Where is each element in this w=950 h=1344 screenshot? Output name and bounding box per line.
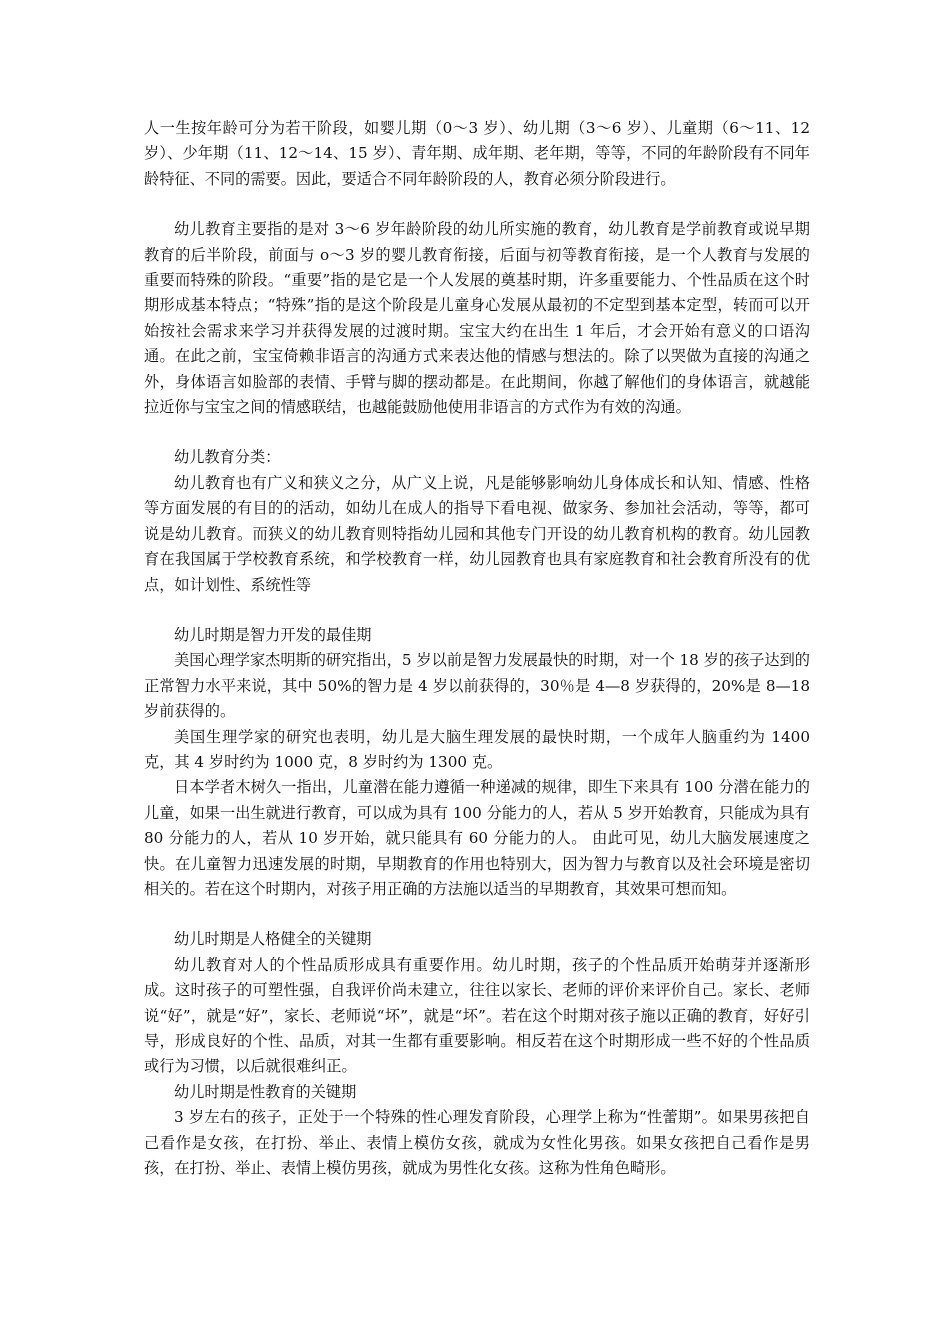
paragraph-gap (144, 192, 810, 217)
paragraph-gap (144, 420, 810, 445)
section-heading-intelligence: 幼儿时期是智力开发的最佳期 (174, 625, 372, 644)
section-heading-personality: 幼儿时期是人格健全的关键期 (174, 930, 372, 949)
paragraph-brain-weight: 美国生理学家的研究也表明，幼儿是大脑生理发展的最快时期，一个成年人脑重约为 1400 克，其 4 岁时约为 1000 克，8 岁时约为 1300 克。 (144, 727, 810, 771)
section-heading-sex-education: 幼儿时期是性教育的关键期 (174, 1082, 357, 1101)
paragraph-classification: 幼儿教育也有广义和狭义之分，从广义上说，凡是能够影响幼儿身体成长和认知、情感、性格等方面发展的有目的的活动，如幼儿在成人的指导下看电视、做家务、参加社会活动，等等，都可说是幼儿教育。而狭义的幼儿教育则特指幼儿园和其他专门开设的幼儿教育机构的教育。幼儿园教育在我国属于学校教育系统，和学校教育一样，幼儿园教育也具有家庭教育和社会教育所没有的优点，如计划性、系统性等 (144, 473, 810, 594)
paragraph-intelligence-research: 美国心理学家杰明斯的研究指出，5 岁以前是智力发展最快的时期，对一个 18 岁的孩子达到的正常智力水平来说，其中 50%的智力是 4 岁以前获得的，30％是 4—8 岁获得的，20%是 8—18 岁前获得的。 (144, 651, 810, 721)
paragraph-gap (144, 902, 810, 927)
paragraph-gap (144, 598, 810, 623)
paragraph-early-education-definition: 幼儿教育主要指的是对 3～6 岁年龄阶段的幼儿所实施的教育，幼儿教育是学前教育或说早期教育的后半阶段，前面与 o～3 岁的婴儿教育衔接，后面与初等教育衔接，是一个人教育与发展的重要而特殊的阶段。“重要”指的是它是一个人发展的奠基时期，许多重要能力、个性品质在这个时期形成基本特点；“特殊”指的是这个阶段是儿童身心发展从最初的不定型到基本定型，转而可以开始按社会需求来学习并获得发展的过渡时期。宝宝大约在出生 1 年后，才会开始有意义的口语沟通。在此之前，宝宝倚赖非语言的沟通方式来表达他的情感与想法的。除了以哭做为直接的沟通之外，身体语言如脸部的表情、手臂与脚的摆动都是。在此期间，你越了解他们的身体语言，就越能拉近你与宝宝之间的情感联结，也越能鼓励他使用非语言的方式作为有效的沟通。 (144, 220, 810, 417)
section-heading-classification: 幼儿教育分类： (174, 448, 281, 467)
paragraph-potential-decline: 日本学者木树久一指出，儿童潜在能力遵循一种递减的规律，即生下来具有 100 分潜在能力的儿童，如果一出生就进行教育，可以成为具有 100 分能力的人，若从 5 岁开始教育，只能成为具有 80 分能力的人，若从 10 岁开始，就只能具有 60 分能力的人。 由此可见，幼儿大脑发展速度之快。在儿童智力迅速发展的时期，早期教育的作用也特别大，因为智力与教育以及社会环境是密切相关的。若在这个时期内，对孩子用正确的方法施以适当的早期教育，其效果可想而知。 (144, 778, 810, 898)
document-body (144, 116, 810, 1181)
paragraph-sex-education: 3 岁左右的孩子，正处于一个特殊的性心理发育阶段，心理学上称为“性蕾期”。如果男孩把自己看作是女孩，在打扮、举止、表情上模仿女孩，就成为女性化男孩。如果女孩把自己看作是男孩，在打扮、举止、表情上模仿男孩，就成为男性化女孩。这称为性角色畸形。 (144, 1108, 810, 1178)
paragraph-age-stages: 人一生按年龄可分为若干阶段，如婴儿期（0～3 岁）、幼儿期（3～6 岁）、儿童期（6～11、12 岁）、少年期（11、12～14、15 岁）、青年期、成年期、老年期，等等，不同的年龄阶段有不同年龄特征、不同的需要。因此，要适合不同年龄阶段的人，教育必须分阶段进行。 (144, 119, 810, 188)
paragraph-personality: 幼儿教育对人的个性品质形成具有重要作用。幼儿时期，孩子的个性品质开始萌芽并逐渐形成。这时孩子的可塑性强，自我评价尚未建立，往往以家长、老师的评价来评价自己。家长、老师说“好”，就是“好”，家长、老师说“坏”，就是“坏”。若在这个时期对孩子施以正确的教育，好好引导，形成良好的个性、品质，对其一生都有重要影响。相反若在这个时期形成一些不好的个性品质或行为习惯，以后就很难纠正。 (144, 955, 810, 1076)
